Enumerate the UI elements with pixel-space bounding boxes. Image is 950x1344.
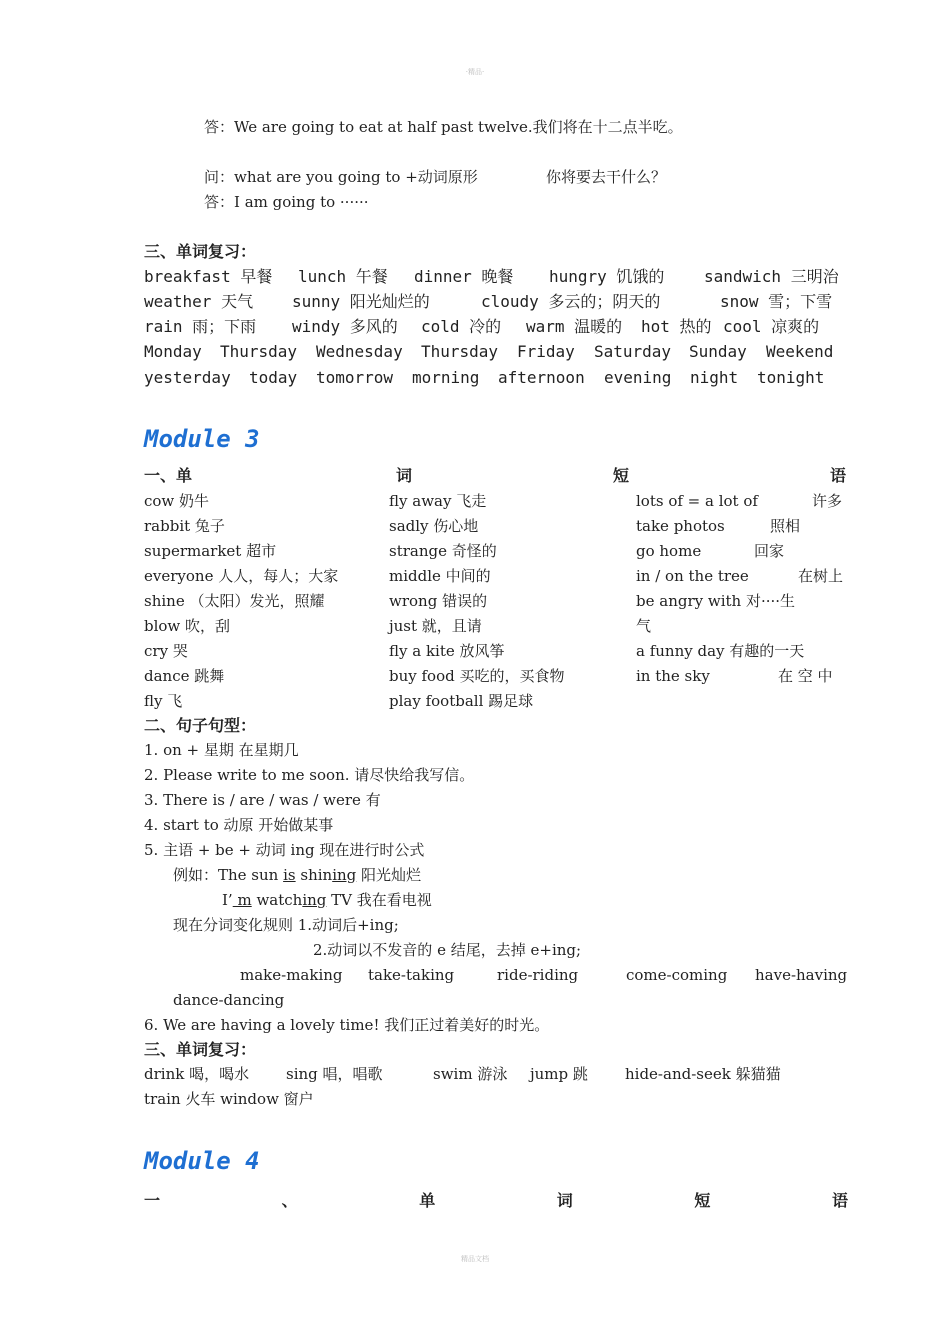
vocab-word: night	[690, 368, 739, 387]
phrase-meaning: 回家	[754, 542, 785, 560]
phrase-item: lots of = a lot of	[636, 492, 758, 510]
m4-heading-part: 短	[694, 1191, 711, 1210]
vocab-word: Monday	[144, 342, 202, 361]
phrase-meaning: 照相	[770, 517, 801, 535]
vocab-word: snow 雪；下雪	[720, 292, 833, 311]
vocab-word: cloudy 多云的；阴天的	[481, 292, 661, 311]
vocab-word: breakfast 早餐	[144, 267, 273, 286]
word-item: fly 飞	[144, 692, 183, 710]
example-line-1	[173, 865, 421, 885]
rule-example: have-having	[755, 966, 848, 984]
vocab-word: evening	[604, 368, 672, 387]
word-item: sadly 伤心地	[389, 517, 479, 535]
m3-heading-part: 语	[830, 466, 847, 485]
underlined-ing: ing	[332, 866, 357, 884]
sentence-item: 4. start to 动原 开始做某事	[144, 816, 334, 834]
example-text: I’	[222, 891, 233, 909]
participle-rule-1: 现在分词变化规则 1.动词后+ing;	[173, 916, 399, 934]
word-item: blow 吹，刮	[144, 617, 231, 635]
phrase-meaning: 在树上	[798, 567, 844, 585]
phrase-item: in the sky	[636, 667, 710, 685]
word-item: wrong 错误的	[389, 592, 488, 610]
vocab-word: yesterday	[144, 368, 231, 387]
vocab-word: sunny 阳光灿烂的	[292, 292, 430, 311]
review-word: hide-and-seek 躲猫猫	[625, 1065, 781, 1083]
sentence-item: 5. 主语 + be + 动词 ing 现在进行时公式	[144, 841, 425, 859]
review-word: train 火车 window 窗户	[144, 1090, 314, 1108]
vocab-word: today	[249, 368, 298, 387]
rule-example: take-taking	[368, 966, 455, 984]
word-item: middle 中间的	[389, 567, 491, 585]
participle-rule-2: 2.动词以不发音的 e 结尾，去掉 e+ing;	[313, 941, 582, 959]
m3-heading-part: 短	[613, 466, 630, 485]
phrase-meaning: 许多	[812, 492, 843, 510]
phrase-item: be angry with 对····生	[636, 592, 796, 610]
word-item: rabbit 兔子	[144, 517, 225, 535]
word-item: dance 跳舞	[144, 667, 225, 685]
vocab-review-heading-2: 三、单词复习：	[144, 1040, 257, 1059]
word-item: play football 踢足球	[389, 692, 534, 710]
underlined-be: m	[232, 891, 252, 909]
page-footer: 精品文档	[461, 1255, 489, 1263]
question-line-2-cn: 你将要去干什么？	[546, 168, 667, 186]
example-line-2	[222, 890, 432, 910]
word-item: strange 奇怪的	[389, 542, 497, 560]
vocab-word: hot 热的	[641, 317, 712, 336]
m4-heading-part: 一	[144, 1191, 161, 1210]
word-item: fly a kite 放风筝	[389, 642, 505, 660]
vocab-review-heading: 三、单词复习：	[144, 242, 257, 261]
vocab-word: hungry 饥饿的	[549, 267, 665, 286]
example-text: TV 我在看电视	[326, 891, 432, 909]
vocab-word: lunch 午餐	[298, 267, 388, 286]
sentence-item: 6. We are having a lovely time! 我们正过着美好的时光。	[144, 1016, 550, 1034]
example-text: watch	[251, 891, 303, 909]
underlined-ing: ing	[302, 891, 327, 909]
m3-heading-part: 词	[396, 466, 413, 485]
rule-example: dance-dancing	[173, 991, 285, 1009]
sentence-item: 3. There is / are / was / were 有	[144, 791, 381, 809]
vocab-word: tonight	[757, 368, 825, 387]
word-item: cry 哭	[144, 642, 188, 660]
page-header: ·精品·	[465, 68, 485, 76]
m4-heading	[144, 1188, 848, 1211]
rule-example: come-coming	[626, 966, 728, 984]
review-word: jump 跳	[530, 1065, 588, 1083]
word-item: fly away 飞走	[389, 492, 487, 510]
word-item: supermarket 超市	[144, 542, 277, 560]
word-item: shine （太阳）发光，照耀	[144, 592, 325, 610]
question-line-2: 问：what are you going to +动词原形	[204, 168, 478, 186]
rule-example: make-making	[240, 966, 343, 984]
vocab-word: Sunday	[689, 342, 747, 361]
vocab-word: warm 温暖的	[526, 317, 623, 336]
vocab-word: Wednesday	[316, 342, 403, 361]
sentence-item: 2. Please write to me soon. 请尽快给我写信。	[144, 766, 475, 784]
example-text: 阳光灿烂	[356, 866, 422, 884]
vocab-word: morning	[412, 368, 480, 387]
phrase-meaning: 在 空 中	[778, 667, 833, 685]
word-item: just 就，且请	[389, 617, 482, 635]
example-text: shin	[295, 866, 333, 884]
review-word: sing 唱，唱歌	[286, 1065, 383, 1083]
module-4-title: Module 4	[144, 1147, 260, 1175]
vocab-word: weather 天气	[144, 292, 254, 311]
phrase-item: a funny day 有趣的一天	[636, 642, 805, 660]
review-word: swim 游泳	[433, 1065, 508, 1083]
word-item: cow 奶牛	[144, 492, 210, 510]
vocab-word: cool 凉爽的	[723, 317, 820, 336]
vocab-word: Weekend	[766, 342, 834, 361]
phrase-item: go home	[636, 542, 702, 560]
word-item: everyone 人人，每人；大家	[144, 567, 339, 585]
vocab-word: Thursday	[220, 342, 298, 361]
vocab-word: tomorrow	[316, 368, 394, 387]
vocab-word: Saturday	[594, 342, 672, 361]
m4-heading-part: 、	[281, 1191, 298, 1210]
m4-heading-part: 语	[831, 1191, 848, 1210]
vocab-word: rain 雨；下雨	[144, 317, 257, 336]
phrase-item: in / on the tree	[636, 567, 749, 585]
m4-heading-part: 单	[419, 1191, 436, 1210]
m4-heading-part: 词	[556, 1191, 573, 1210]
underlined-be: is	[283, 866, 296, 884]
m3-heading-part: 一、单	[144, 466, 193, 485]
vocab-word: dinner 晚餐	[414, 267, 514, 286]
phrase-item: take photos	[636, 517, 725, 535]
answer-line-1: 答：We are going to eat at half past twelve.我们将在十二点半吃。	[204, 118, 683, 136]
module-3-title: Module 3	[144, 425, 260, 453]
vocab-word: windy 多风的	[292, 317, 398, 336]
vocab-word: afternoon	[498, 368, 585, 387]
sentence-item: 1. on + 星期 在星期几	[144, 741, 299, 759]
review-word: drink 喝，喝水	[144, 1065, 250, 1083]
vocab-word: cold 冷的	[421, 317, 502, 336]
vocab-word: sandwich 三明治	[704, 267, 839, 286]
word-item: buy food 买吃的，买食物	[389, 667, 565, 685]
phrase-item: 气	[636, 617, 652, 635]
vocab-word: Thursday	[421, 342, 499, 361]
answer-line-2: 答：I am going to ······	[204, 193, 369, 211]
example-text: 例如：The sun	[173, 866, 284, 884]
vocab-word: Friday	[517, 342, 575, 361]
sentence-pattern-heading: 二、句子句型：	[144, 716, 257, 735]
rule-example: ride-riding	[497, 966, 579, 984]
